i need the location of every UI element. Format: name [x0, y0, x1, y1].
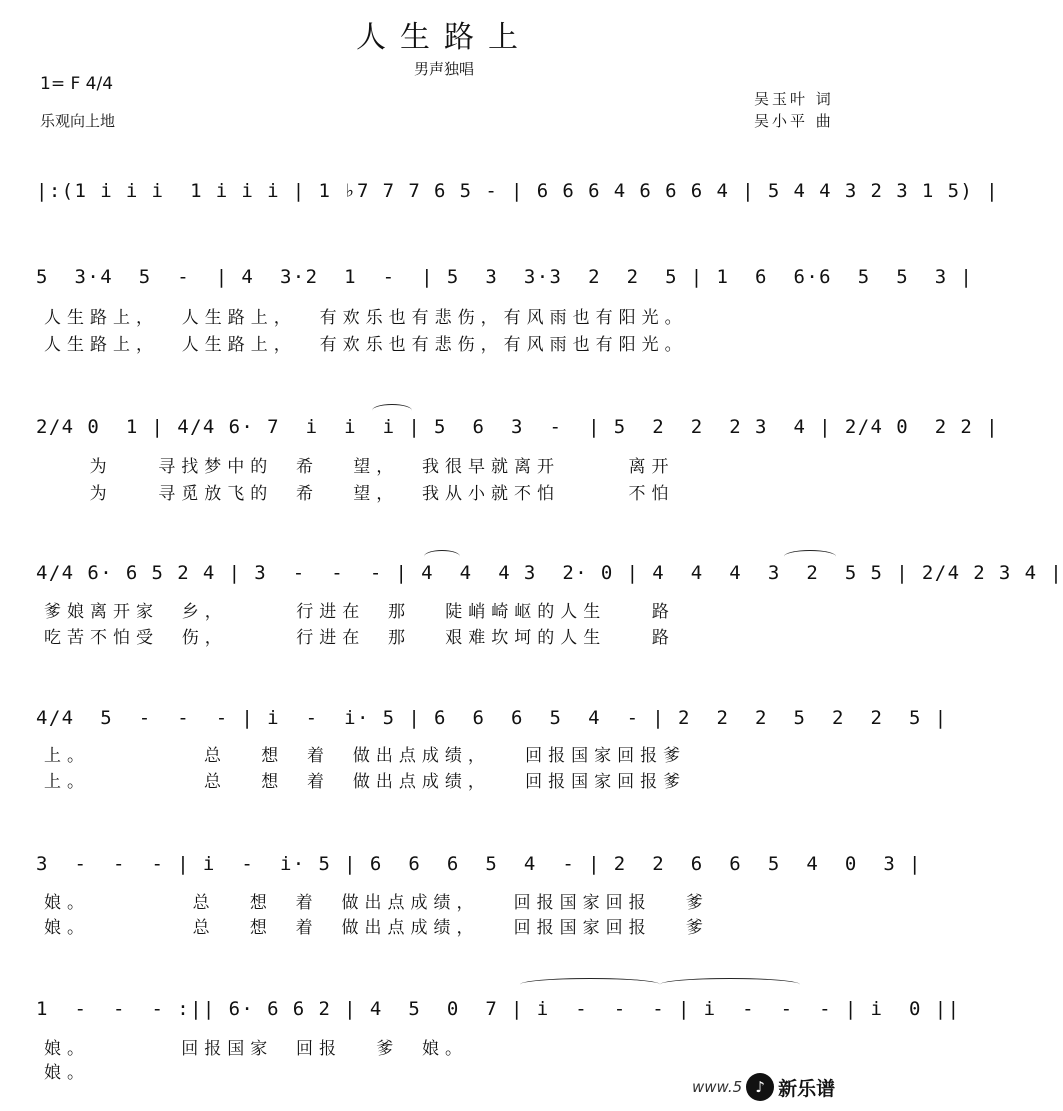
staff-line-4: 4/4 6· 6 5 2 4 | 3 - - - | 4 4 4 3 2· 0 | 4 4 4 3 2 5 5 | 2/4 2 3 4 | — [36, 562, 1063, 584]
lyric-line-2b: 人生路上， 人生路上， 有欢乐也有悲伤，有风雨也有阳光。 — [44, 335, 688, 355]
tempo-marking: 乐观向上地 — [40, 112, 116, 130]
lyric-line-5a: 上。 总 想 着 做出点成绩， 回报国家回报爹 — [44, 746, 687, 766]
staff-line-7: 1 - - - :|| 6· 6 6 2 | 4 5 0 7 | i - - - | i - - - | i 0 || — [36, 998, 961, 1020]
song-subtitle: 男声独唱 — [413, 60, 474, 78]
lyric-line-7b: 娘。 — [44, 1063, 90, 1083]
lyric-line-6b: 娘。 总 想 着 做出点成绩， 回报国家回报 爹 — [44, 918, 709, 938]
tie-mark — [660, 978, 800, 991]
site-watermark — [692, 1070, 882, 1104]
lyric-line-7a: 娘。 回报国家 回报 爹 娘。 — [44, 1039, 469, 1059]
staff-line-1: |:(1 i i i 1 i i i | 1 ♭7 7 7 6 5 - | 6 6 6 4 6 6 6 4 | 5 4 4 3 2 3 1 5) | — [36, 180, 999, 202]
lyric-line-5b: 上。 总 想 着 做出点成绩， 回报国家回报爹 — [44, 772, 687, 792]
lyric-line-3b: 为 寻觅放飞的 希 望， 我从小就不怕 不怕 — [44, 484, 675, 504]
lyricist-credit: 吴玉叶 词 — [754, 90, 834, 108]
staff-line-2: 5 3·4 5 - | 4 3·2 1 - | 5 3 3·3 2 2 5 | 1 6 6·6 5 5 3 | — [36, 266, 974, 288]
lyric-line-4a: 爹娘离开家 乡， 行进在 那 陡峭崎岖的人生 路 — [44, 602, 675, 622]
lyric-line-6a: 娘。 总 想 着 做出点成绩， 回报国家回报 爹 — [44, 893, 709, 913]
site-url: www.5 — [692, 1078, 743, 1096]
key-signature: 1= F 4/4 — [40, 74, 114, 94]
staff-line-5: 4/4 5 - - - | i - i· 5 | 6 6 6 5 4 - | 2 2 2 5 2 2 5 | — [36, 707, 948, 729]
tie-mark — [520, 978, 660, 991]
song-title: 人生路上 — [356, 20, 532, 55]
staff-line-3: 2/4 0 1 | 4/4 6· 7 i i i | 5 6 3 - | 5 2 2 2 3 4 | 2/4 0 2 2 | — [36, 416, 999, 438]
composer-credit: 吴小平 曲 — [754, 112, 834, 130]
site-brand: 新乐谱 — [778, 1077, 836, 1100]
music-note-icon: ♪ — [746, 1073, 774, 1101]
lyric-line-2a: 人生路上， 人生路上， 有欢乐也有悲伤，有风雨也有阳光。 — [44, 308, 688, 328]
lyric-line-4b: 吃苦不怕受 伤， 行进在 那 艰难坎坷的人生 路 — [44, 628, 675, 648]
lyric-line-3a: 为 寻找梦中的 希 望， 我很早就离开 离开 — [44, 457, 675, 477]
staff-line-6: 3 - - - | i - i· 5 | 6 6 6 5 4 - | 2 2 6 6 5 4 0 3 | — [36, 853, 922, 875]
